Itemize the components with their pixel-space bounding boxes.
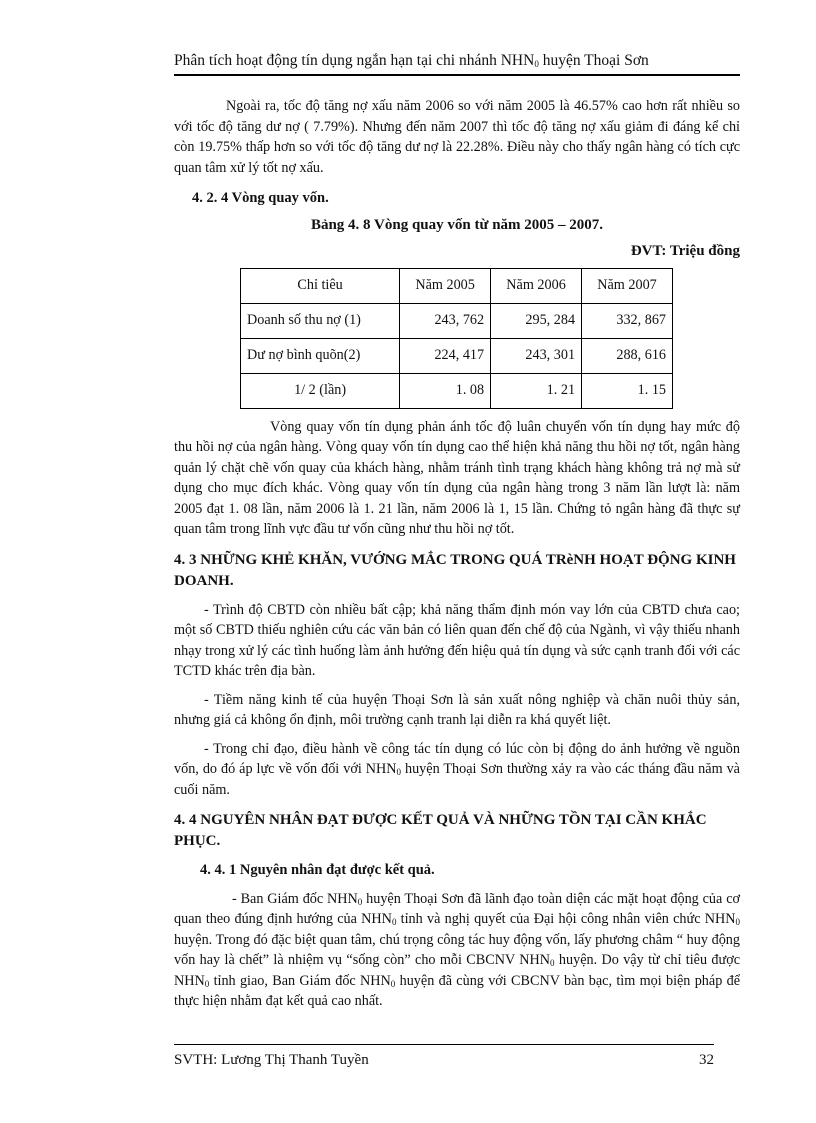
page-header bbox=[174, 52, 740, 76]
header-title-sub: 0 bbox=[534, 59, 539, 69]
table-cell: 1. 15 bbox=[582, 373, 673, 408]
reasons-text: tỉnh giao, Ban Giám đốc NHN bbox=[209, 972, 391, 989]
reasons-sub: 0 bbox=[391, 917, 397, 927]
reasons-text: - Ban Giám đốc NHN bbox=[232, 890, 358, 907]
reasons-text: huyện. Do vậy từ chỉ tiêu được NHN bbox=[174, 952, 740, 989]
page-number: 32 bbox=[699, 1052, 714, 1068]
paragraph-bullet-1: - Trình độ CBTD còn nhiều bất cập; khả năng thẩm định món vay lớn của CBTD chưa cao; một số CBTD thiếu nghiên cứu các văn bản có liên quan đến chế độ của Ngành, vì vậy thiếu nhanh nhạy trong xử lý các tình huống làm ảnh hưởng đến hiệu quả tín dụng và sức cạnh tranh đối với các TCTD khác trên địa bàn. bbox=[174, 601, 740, 679]
page-footer bbox=[174, 1052, 714, 1069]
table-cell: 224, 417 bbox=[400, 338, 491, 373]
reasons-text: tỉnh và nghị quyết của Đại hội công nhân viên chức NHN bbox=[396, 911, 736, 927]
bullet-3-sub: 0 bbox=[396, 767, 401, 777]
table-row-label: Dư nợ bình quõn(2) bbox=[241, 338, 400, 373]
capital-turnover-table bbox=[240, 268, 673, 409]
section-heading-441: 4. 4. 1 Nguyên nhân đạt được kết quả. bbox=[200, 862, 435, 878]
table-cell: 1. 08 bbox=[400, 373, 491, 408]
table-header-cell: Năm 2005 bbox=[400, 268, 491, 303]
reasons-sub: 0 bbox=[390, 978, 396, 989]
bullet-3-pre: - Trong chỉ đạo, điều hành về công tác tín dụng có lúc còn bị động do ảnh hưởng về nguồn vốn, do đó áp lực về vốn đối với NHN bbox=[174, 740, 740, 777]
paragraph-reasons bbox=[174, 889, 740, 1012]
footer-author: SVTH: Lương Thị Thanh Tuyền bbox=[174, 1052, 369, 1068]
table-cell: 295, 284 bbox=[491, 303, 582, 338]
table-row bbox=[241, 373, 673, 408]
table-header-row bbox=[241, 268, 673, 303]
table-row bbox=[241, 338, 673, 373]
table-caption: Bảng 4. 8 Vòng quay vốn từ năm 2005 – 2007. bbox=[310, 216, 604, 233]
table-header-cell: Chỉ tiêu bbox=[241, 268, 400, 303]
table-cell: 1. 21 bbox=[491, 373, 582, 408]
reasons-text: huyện. Trong đó đặc biệt quan tâm, chú trọng công tác huy động vốn, lấy phương châm “ huy động vốn hay là chết” là nhiệm vụ “sống còn” cho mỗi CBCNV NHN bbox=[174, 931, 740, 968]
page-content bbox=[174, 96, 740, 1012]
table-cell: 243, 762 bbox=[400, 303, 491, 338]
paragraph-bullet-3 bbox=[174, 739, 740, 801]
bullet-3-post: huyện Thoại Sơn thường xảy ra vào các tháng đầu năm và cuối năm. bbox=[174, 761, 740, 798]
section-heading-424: 4. 2. 4 Vòng quay vốn. bbox=[192, 190, 329, 206]
table-row-label: 1/ 2 (lần) bbox=[241, 373, 400, 408]
table-unit: ĐVT: Triệu đồng bbox=[630, 243, 740, 259]
header-title-post: huyện Thoại Sơn bbox=[538, 52, 649, 69]
section-heading-43: 4. 3 NHỮNG KHẺ KHĂN, VƯỚNG MẮC TRONG QUÁ TRèNH HOẠT ĐỘNG KINH DOANH. bbox=[174, 551, 736, 589]
table-header-cell: Năm 2006 bbox=[491, 268, 582, 303]
reasons-sub: 0 bbox=[357, 896, 363, 907]
section-heading-44: 4. 4 NGUYÊN NHÂN ĐẠT ĐƯỢC KẾT QUẢ VÀ NHỮNG TỒN TẠI CẦN KHẮC PHỤC. bbox=[174, 812, 707, 849]
table-row-label: Doanh số thu nợ (1) bbox=[241, 303, 400, 338]
paragraph-bullet-2: - Tiềm năng kinh tế của huyện Thoại Sơn là sản xuất nông nghiệp và chăn nuôi thủy sản, nhưng giá cả không ổn định, môi trường cạnh tranh lại diễn ra khá quyết liệt. bbox=[174, 691, 740, 728]
paragraph-bad-debt: Ngoài ra, tốc độ tăng nợ xấu năm 2006 so với năm 2005 là 46.57% cao hơn rất nhiều so với tốc độ tăng dư nợ ( 7.79%). Nhưng đến năm 2007 thì tốc độ tăng nợ xấu giảm đi đáng kể chỉ còn 19.75% thấp hơn so với tốc độ tăng dư nợ là 22.28%. Điều này cho thấy ngân hàng có tích cực quan tâm xử lý tốt nợ xấu. bbox=[174, 98, 740, 176]
table-header-cell: Năm 2007 bbox=[582, 268, 673, 303]
reasons-sub: 0 bbox=[735, 917, 740, 927]
reasons-sub: 0 bbox=[204, 978, 210, 989]
table-cell: 332, 867 bbox=[582, 303, 673, 338]
footer-divider bbox=[174, 1044, 714, 1045]
reasons-sub: 0 bbox=[550, 958, 555, 968]
table-cell: 243, 301 bbox=[491, 338, 582, 373]
header-title-pre: Phân tích hoạt động tín dụng ngắn hạn tại chi nhánh NHN bbox=[174, 52, 535, 69]
table-cell: 288, 616 bbox=[582, 338, 673, 373]
paragraph-turnover: Vòng quay vốn tín dụng phản ánh tốc độ luân chuyển vốn tín dụng hay mức độ thu hồi nợ của ngân hàng. Vòng quay vốn tín dụng cao thể hiện khả năng thu hồi nợ tốt, ngân hàng quản lý chặt chẽ vốn quay của khách hàng, nhằm tránh tình trạng khách hàng không trả nợ mà sử dụng cho mục đích khác. Vòng quay vốn tín dụng của ngân hàng trong 3 năm lần lượt là: năm 2005 đạt 1. 08 lần, năm 2006 là 1. 21 lần, năm 2006 là 1, 15 lần. Chứng tỏ ngân hàng đã thực sự quan tâm trong lĩnh vực đầu tư vốn cũng như thu hồi nợ tốt. bbox=[174, 418, 740, 537]
reasons-text: huyện Thoại Sơn đã lãnh đạo toàn diện các mặt hoạt động của cơ quan theo đúng định hướng của NHN bbox=[174, 890, 740, 927]
table-row bbox=[241, 303, 673, 338]
reasons-text: huyện đã cùng với CBCNV bàn bạc, tìm mọi biện pháp để thực hiện nhằm đạt kết quả cao nhất. bbox=[174, 972, 740, 1009]
